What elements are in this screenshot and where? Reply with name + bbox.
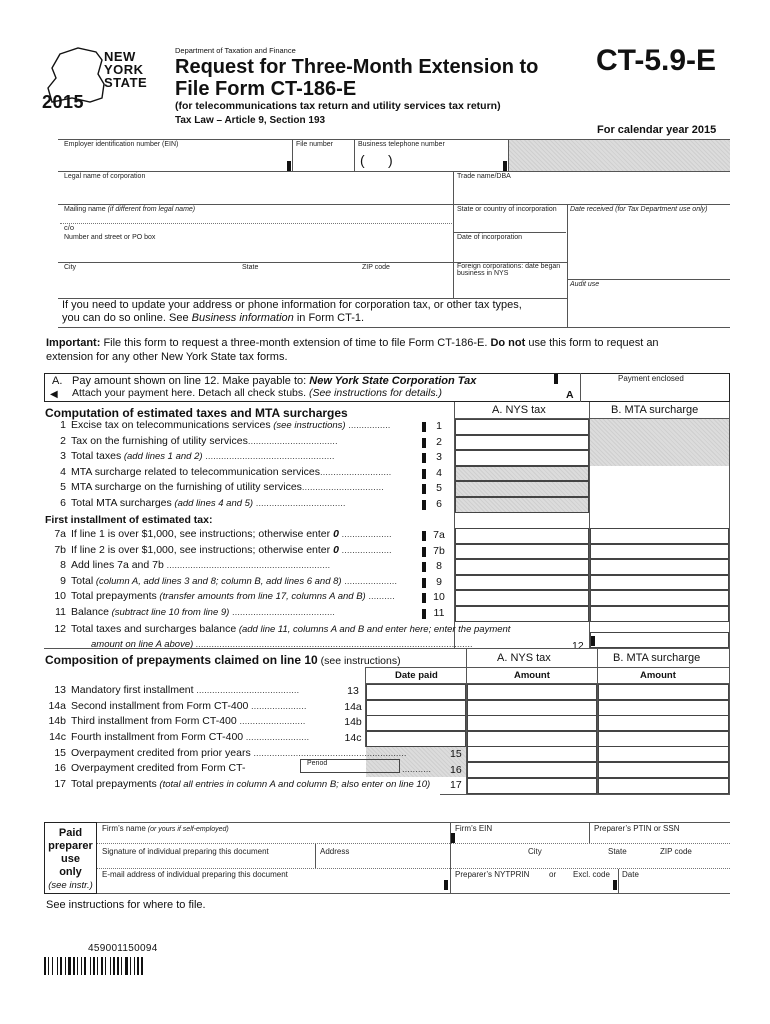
line-7b-box-label: 7b [433,544,445,557]
line-10: 10 Total prepayments (transfer amounts from line 17, columns A and B) .......... [54,590,395,603]
line-14c-box-label: 14c [344,732,362,745]
line-2-box-label: 2 [436,435,442,448]
line-11: 11 Balance (subtract line 10 from line 9) ....................................... [55,606,335,618]
or-label: or [549,870,557,879]
line-14c-amount-b[interactable] [598,731,729,747]
line-12-note2: amount on line A above) ......................................................................................................... [91,639,474,650]
trade-name-label: Trade name/DBA [457,173,511,180]
line-14b-amount-a[interactable] [467,715,597,731]
line-8-box-label: 8 [436,560,442,573]
line-4-amount-a[interactable] [455,466,589,482]
state-incorporation-label: State or country of incorporation [457,206,557,213]
payment-enclosed-field[interactable] [581,385,729,401]
payment-instruction-1: Pay amount shown on line 12. Make payable to: New York State Corporation Tax [72,375,477,387]
tax-law-reference: Tax Law – Article 9, Section 193 [175,115,326,126]
line-8: 8 Add lines 7a and 7b .............................................................. [60,559,331,572]
line-3: 3 Total taxes (add lines 1 and 2) ................................................. [60,450,335,463]
city-label: City [64,264,77,271]
prepay-col-a: A. NYS tax [497,652,551,664]
payment-box-letter: A [566,389,574,401]
street-field[interactable] [60,233,452,261]
city-label-preparer: City [528,847,542,856]
audit-use-label: Audit use [570,281,600,288]
co-label: c/o [64,223,75,232]
line-14a-amount-a[interactable] [467,700,597,716]
line-10-amount-b[interactable] [590,590,729,606]
line-14b-box-label: 14b [344,716,362,729]
department-name: Department of Taxation and Finance [175,46,296,55]
line-9: 9 Total (column A, add lines 3 and 8; column B, add lines 6 and 8) .................... [60,574,398,587]
line-17-amount-b[interactable] [598,778,729,794]
line-17-amount-a[interactable] [467,778,597,794]
line-1: 1 Excise tax on telecommunications services (see instructions) ................ [60,419,391,431]
line-4: 4 MTA surcharge related to telecommunication services........................... [60,465,392,478]
line-8-amount-b[interactable] [590,559,729,575]
logo-line-state: STATE [104,75,148,90]
line-4-box-label: 4 [436,466,442,479]
line-16-period-field[interactable] [300,759,400,773]
line-14a-box-label: 14a [344,700,362,713]
line-16-amount-a[interactable] [467,762,597,778]
line-6-amount-a[interactable] [455,497,589,513]
line-2-amount-a[interactable] [455,435,589,451]
line-13-box-label: 13 [347,685,359,697]
line-6: 6 Total MTA surcharges (add lines 4 and 5) .................................. [60,497,346,509]
line-7b-amount-a[interactable] [455,544,589,560]
line-14a-amount-b[interactable] [598,700,729,716]
email-field[interactable] [98,869,449,893]
ptin-label: Preparer’s PTIN or SSN [594,824,680,833]
calendar-year: For calendar year 2015 [597,124,717,136]
line-13-amount-b[interactable] [598,684,729,700]
firm-name-field[interactable] [98,823,449,843]
line-14b-amount-b[interactable] [598,715,729,731]
payment-instruction-2: Attach your payment here. Detach all check stubs. (See instructions for details.) [72,387,443,399]
zip-label-preparer: ZIP code [660,847,692,856]
line-13-amount-a[interactable] [467,684,597,700]
email-label: E-mail address of individual preparing this document [102,870,288,879]
firm-name-label: Firm’s name (or yours if self-employed) [102,824,229,833]
computation-heading: Computation of estimated taxes and MTA surcharges [45,406,348,420]
update-info-text: If you need to update your address or phone information for corporation tax, or other tax types, you can do so online. See Business information in Form CT-1. [62,299,522,324]
line-7a-box-label: 7a [433,529,445,541]
where-to-file: See instructions for where to file. [46,899,206,911]
line-14a-date-paid[interactable] [366,700,466,716]
trade-name-field[interactable] [454,172,730,204]
address-label: Address [320,847,350,856]
line-9-amount-a[interactable] [455,575,589,591]
preparer-side-label: Paid preparer use only (see instr.) [44,822,97,894]
excl-code-label: Excl. code [573,870,610,879]
ein-label: Employer identification number (EIN) [64,141,179,148]
line-14c: 14c Fourth installment from Form CT-400 ........................ [49,731,310,744]
legal-name-label: Legal name of corporation [64,173,146,180]
line-2: 2 Tax on the furnishing of utility services.................................. [60,434,338,447]
line-13-date-paid[interactable] [366,684,466,700]
line-16-box-label: 16 [450,764,462,776]
line-1-amount-a[interactable] [455,419,589,435]
foreign-corp-label: Foreign corporations: date began business in NYS [457,263,561,277]
phone-field[interactable]: ( ) [360,152,393,168]
line-14c-amount-a[interactable] [467,731,597,747]
file-number-field[interactable] [293,140,354,171]
mailing-name-field[interactable] [60,205,452,223]
logo-line-new: NEW [104,49,136,64]
barcode [44,957,194,975]
line-3-box-label: 3 [436,451,442,464]
line-13: 13 Mandatory first installment ....................................... [54,684,300,696]
form-title-line2: File Form CT-186-E [175,78,357,100]
year-badge: 2015 [42,92,85,112]
nytprin-label: Preparer’s NYTPRIN [455,870,530,879]
date-incorporation-label: Date of incorporation [457,234,522,241]
line-7a-amount-a[interactable] [455,528,589,544]
line-14c-date-paid[interactable] [366,731,466,747]
first-installment-heading: First installment of estimated tax: [45,514,213,526]
city-state-zip-field[interactable] [60,263,452,297]
line-15-box-label: 15 [450,748,462,760]
important-notice: Important: File this form to request a three-month extension of time to file Form CT-186-E. Do not use this form to request an extension for any other New York State tax forms. [46,337,659,363]
zip-label: ZIP code [362,264,390,271]
payment-enclosed-label: Payment enclosed [618,374,684,383]
signature-field[interactable] [98,845,315,867]
phone-label: Business telephone number [358,141,445,148]
line-10-amount-a[interactable] [455,590,589,606]
line-16-dots: ........... [402,764,432,775]
line-14b-date-paid[interactable] [366,715,466,731]
line-7b: 7b If line 2 is over $1,000, see instructions; otherwise enter 0 ................... [54,543,392,556]
line-16: 16 Overpayment credited from Form CT- [54,762,246,774]
line-12-box-label: 12 [572,640,584,652]
prepayments-heading: Composition of prepayments claimed on line 10 (see instructions) [45,653,401,667]
line-5-box-label: 5 [436,482,442,495]
firm-ein-label: Firm’s EIN [455,824,493,833]
line-9-box-label: 9 [436,575,442,588]
line-11-box-label: 11 [433,607,445,619]
date-paid-heading: Date paid [395,670,438,681]
line-12: 12 Total taxes and surcharges balance (add line 11, columns A and B and enter here; enter the payment [54,623,511,635]
signature-label: Signature of individual preparing this document [102,847,269,856]
line-14a: 14a Second installment from Form CT-400 ..................... [48,699,307,712]
line-7a-amount-b[interactable] [590,528,729,544]
line-11-amount-b[interactable] [590,606,729,622]
state-label-preparer: State [608,847,627,856]
form-number: CT-5.9-E [596,44,717,77]
col-a-heading: A. NYS tax [492,404,546,416]
logo-line-york: YORK [104,62,144,77]
line-15-amount-a[interactable] [467,746,597,762]
arrow-left-icon: ◀ [50,389,58,400]
col-b-heading: B. MTA surcharge [611,404,699,416]
state-label: State [242,264,259,271]
line-11-amount-a[interactable] [455,606,589,622]
date-label-preparer: Date [622,870,639,879]
line-1-box-label: 1 [436,420,442,432]
line-9-amount-b[interactable] [590,575,729,591]
payment-letter: A. [52,375,63,387]
form-title-line1: Request for Three-Month Extension to [175,56,539,78]
barcode-icon [44,957,194,975]
line-6-box-label: 6 [436,498,442,510]
line-12-amount[interactable] [590,632,729,648]
line-16-period-label: Period [307,760,328,767]
line-16-amount-b[interactable] [598,762,729,778]
line-7b-amount-b[interactable] [590,544,729,560]
line-15-amount-b[interactable] [598,746,729,762]
amount-a-heading: Amount [514,670,550,681]
prepay-col-b: B. MTA surcharge [613,652,701,664]
line-17: 17 Total prepayments (total all entries in column A and column B; also enter on line 10) [54,778,431,790]
amount-b-heading: Amount [640,670,676,681]
legal-name-field[interactable] [60,172,452,204]
ein-field[interactable] [60,140,292,171]
barcode-number: 459001150094 [88,943,158,954]
file-number-label: File number [296,141,333,148]
street-label: Number and street or PO box [64,234,156,241]
line-8-amount-a[interactable] [455,559,589,575]
line-10-box-label: 10 [433,591,445,604]
line-17-box-label: 17 [450,779,462,791]
line-14b: 14b Third installment from Form CT-400 ......................... [48,715,306,728]
form-subtitle: (for telecommunications tax return and utility services tax return) [175,100,501,112]
line-5-amount-a[interactable] [455,481,589,497]
mailing-name-label: Mailing name (if different from legal name) [64,206,196,213]
line-15: 15 Overpayment credited from prior years .......................................................... [54,747,407,759]
line-5: 5 MTA surcharge on the furnishing of utility services............................... [60,481,384,494]
line-3-amount-a[interactable] [455,450,589,466]
line-7a: 7a If line 1 is over $1,000, see instructions; otherwise enter 0 ................... [54,528,392,540]
date-received-label: Date received (for Tax Department use only) [570,206,708,213]
